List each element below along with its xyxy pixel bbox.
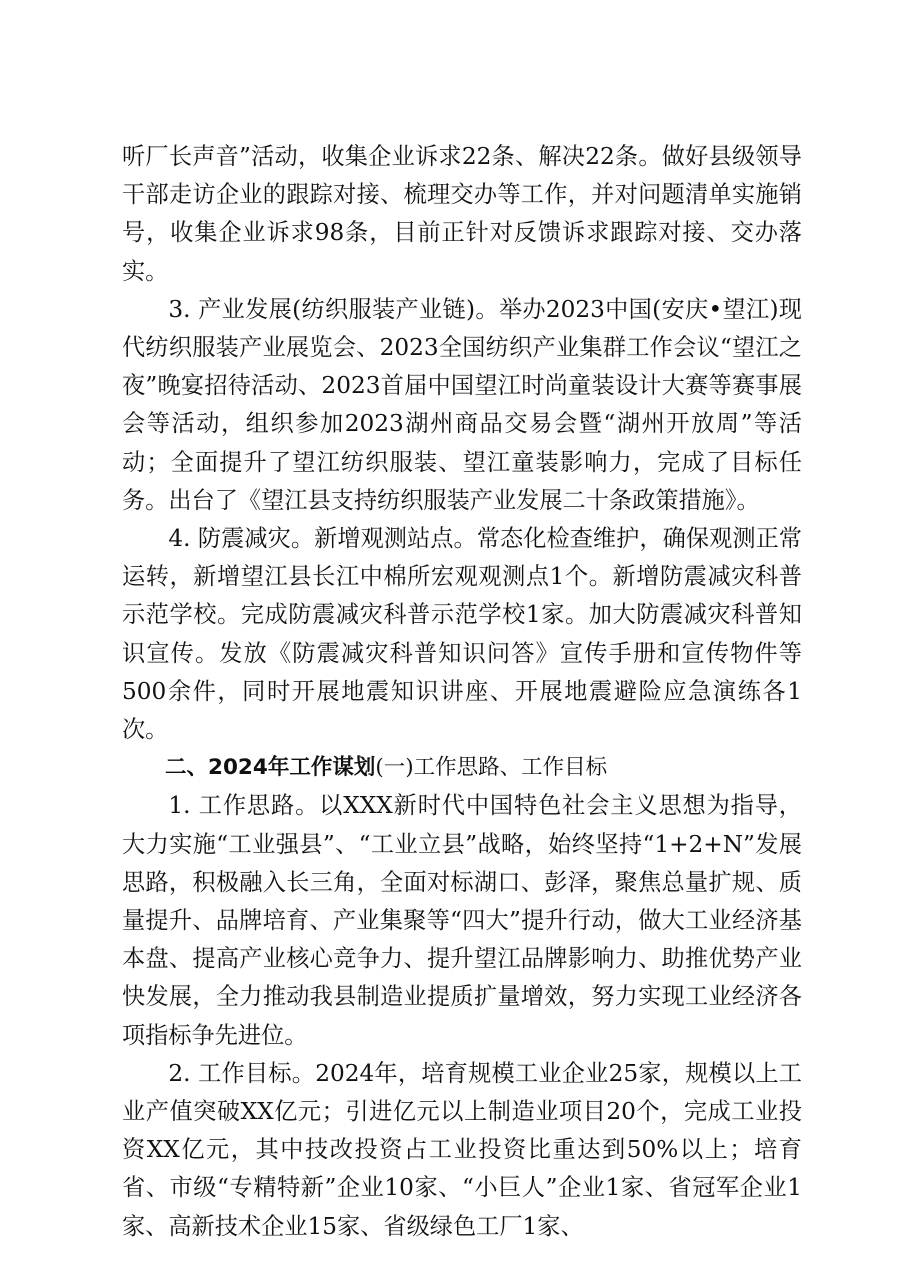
- section-heading-main: 二、2024年工作谋划: [165, 755, 376, 781]
- section-heading-sub: (一)工作思路、工作目标: [375, 755, 608, 781]
- paragraph-work-goals: 2. 工作目标。2024年，培育规模工业企业25家，规模以上工业产值突破XX亿元；引进亿元以上制造业项目20个，完成工业投资XX亿元，其中技改投资占工业投资比重达到50%以上；培育省、市级“专精特新”企业10家、“小巨人”企业1家、省冠军企业1家、高新技术企业15家、省级绿色工厂1家、: [122, 1059, 802, 1240]
- document-body: [122, 138, 802, 1246]
- paragraph-continued: 听厂长声音”活动，收集企业诉求22条、解决22条。做好县级领导干部走访企业的跟踪对接、梳理交办等工作，并对问题清单实施销号，收集企业诉求98条，目前正针对反馈诉求跟踪对接、交办落实。: [122, 143, 802, 285]
- paragraph-work-approach: 1. 工作思路。以XXX新时代中国特色社会主义思想为指导，大力实施“工业强县”、“工业立县”战略，始终坚持“1+2+N”发展思路，积极融入长三角，全面对标湖口、彭泽，聚焦总量扩规、质量提升、品牌培育、产业集聚等“四大”提升行动，做大工业经济基本盘、提高产业核心竞争力、提升望江品牌影响力、助推优势产业快发展，全力推动我县制造业提质扩量增效，努力实现工业经济各项指标争先进位。: [122, 792, 802, 1049]
- paragraph-earthquake-prevention: 4. 防震减灾。新增观测站点。常态化检查维护，确保观测正常运转，新增望江县长江中棉所宏观观测点1个。新增防震减灾科普示范学校。完成防震减灾科普示范学校1家。加大防震减灾科普知识宣传。发放《防震减灾科普知识问答》宣传手册和宣传物件等500余件，同时开展地震知识讲座、开展地震避险应急演练各1次。: [122, 525, 802, 744]
- section-heading: [122, 749, 802, 787]
- paragraph-industry-development: 3. 产业发展(纺织服装产业链)。举办2023中国(安庆•望江)现代纺织服装产业展览会、2023全国纺织产业集群工作会议“望江之夜”晚宴招待活动、2023首届中国望江时尚童装设计大赛等赛事展会等活动，组织参加2023湖州商品交易会暨“湖州开放周”等活动；全面提升了望江纺织服装、望江童装影响力，完成了目标任务。出台了《望江县支持纺织服装产业发展二十条政策措施》。: [122, 295, 802, 514]
